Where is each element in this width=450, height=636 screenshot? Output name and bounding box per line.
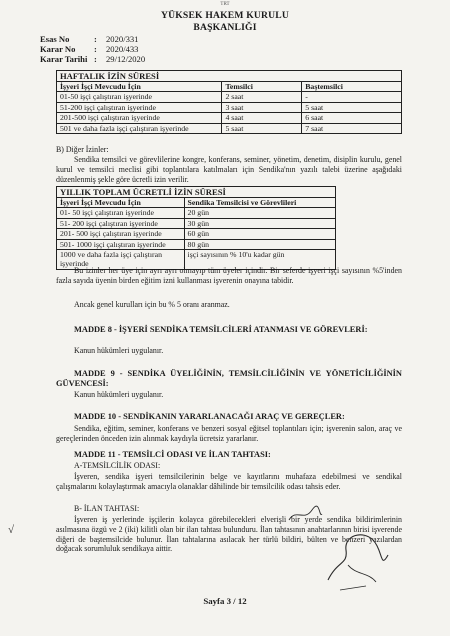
meta-value: 29/12/2020 — [106, 54, 146, 64]
table-row — [57, 208, 336, 218]
table-cell: 1000 ve daha fazla işçi çalıştıran işyerinde — [57, 250, 185, 270]
margin-check-mark: √ — [8, 524, 15, 536]
dept-title: BAŞKANLIĞI — [193, 22, 257, 33]
article-10-title: MADDE 10 - SENDİKANIN YARARLANACAĞI ARAÇ VE GEREÇLER: — [74, 412, 345, 421]
article-11-title: MADDE 11 - TEMSİLCİ ODASI VE İLAN TAHTASI: — [74, 450, 271, 459]
table-header-row — [57, 198, 336, 208]
table-cell: 3 saat — [222, 102, 302, 112]
table-cell: 60 gün — [184, 229, 335, 239]
annual-leave-table — [56, 186, 336, 270]
table-cell: 7 saat — [302, 123, 402, 133]
meta-key: Esas No — [40, 34, 70, 44]
meta-value: 2020/331 — [106, 34, 139, 44]
org-title: YÜKSEK HAKEM KURULU — [161, 10, 289, 21]
table-cell: 6 saat — [302, 113, 402, 123]
meta-tarih: Karar Tarihi : 29/12/2020 — [40, 54, 146, 64]
signature-mark-small — [284, 500, 324, 530]
table-cell: 01- 50 işçi çalıştıran işyerinde — [57, 208, 185, 218]
representative-room-body: İşveren, sendika işyeri temsilcilerinin belge ve kayıtlarını muhafaza edebilmesi ve sendikal çalışmalarını kolaylaştırmak amacıyla olanaklar dâhilinde bir temsilcilik odası tahsis eder. — [56, 472, 402, 491]
table-cell: 201- 500 işçi çalıştıran işyerinde — [57, 229, 185, 239]
table-cell: 80 gün — [184, 239, 335, 249]
table-cell: 2 saat — [222, 92, 302, 102]
table-cell: 5 saat — [302, 102, 402, 112]
table-header-row — [57, 82, 402, 92]
meta-key: Karar No — [40, 44, 76, 54]
table-row — [57, 113, 402, 123]
table-row — [57, 239, 336, 249]
table-cell: 5 saat — [222, 123, 302, 133]
table-cell: - — [302, 92, 402, 102]
meta-esas: Esas No : 2020/331 — [40, 34, 139, 44]
notice-board-heading: B- İLAN TAHTASI: — [74, 504, 140, 513]
table-cell: 501 ve daha fazla işçi çalıştıran işyerinde — [57, 123, 222, 133]
article-9-title: MADDE 9 - SENDİKA ÜYELİĞİNİN, TEMSİLCİLİĞİNİN VE YÖNETİCİLİĞİNİN GÜVENCESİ: — [56, 369, 402, 389]
table-header: Sendika Temsilcisi ve Görevlileri — [184, 198, 335, 208]
meta-value: 2020/433 — [106, 44, 139, 54]
table-row — [57, 229, 336, 239]
representative-room-heading: A-TEMSİLCİLİK ODASI: — [74, 461, 161, 470]
table-header: Temsilci — [222, 82, 302, 92]
table-header: İşyeri İşçi Mevcudu İçin — [57, 198, 185, 208]
table-cell: 30 gün — [184, 218, 335, 228]
table-row — [57, 218, 336, 228]
meta-key: Karar Tarihi — [40, 54, 88, 64]
weekly-leave-table — [56, 70, 402, 134]
table-cell: 01-50 işçi çalıştıran işyerinde — [57, 92, 222, 102]
logo-mark: TRT — [220, 2, 230, 7]
table-header: Baştemsilci — [302, 82, 402, 92]
table-row — [57, 123, 402, 133]
leave-exception-note: Ancak genel kurulları için bu % 5 oranı aranmaz. — [74, 300, 230, 309]
table-row — [57, 92, 402, 102]
table-cell: 4 saat — [222, 113, 302, 123]
table-caption: HAFTALIK İZİN SÜRESİ — [56, 70, 402, 81]
article-8-title: MADDE 8 - İŞYERİ SENDİKA TEMSİLCİLERİ ATANMASI VE GÖREVLERİ: — [74, 325, 368, 334]
article-9-body: Kanun hükümleri uygulanır. — [74, 390, 164, 399]
article-8-body: Kanun hükümleri uygulanır. — [74, 346, 164, 355]
notice-board-body: İşveren iş yerlerinde işçilerin kolayca görebilecekleri elverişli bir yerde sendika bildirimlerinin asılmasına özgü ve 2 (iki) kilitli olan bir ilan tahtası bulunduru. İlan tahtasının anahtarlarının birisi işverende diğeri de baştemsilcide bulunur. İlan tahtalarına asılacak her türlü bildiri, bülten ve benzeri yazılardan doğacak sorumluluk sendikaya aittir. — [56, 515, 402, 554]
signature-mark — [318, 510, 398, 600]
table-cell: 20 gün — [184, 208, 335, 218]
table-cell: 201-500 işçi çalıştıran işyerinde — [57, 113, 222, 123]
other-leave-paragraph: Sendika temsilci ve görevlilerine kongre, konferans, seminer, yönetim, denetim, disiplin kurulu, genel kurul ve temsilci meclisi gibi toplantılara katılmaları için Sendika'nın yazılı talebi üzerine aşağıdaki düzenlenmiş şekle göre ücretli izin verilir. — [56, 155, 402, 184]
table-cell: 51- 200 işçi çalıştıran işyerinde — [57, 218, 185, 228]
article-10-body: Sendika, eğitim, seminer, konferans ve benzeri sosyal eğitsel toplantıları için; işverenin salon, araç ve gereçlerinden önceden izin alınmak kaydıyla ücretsiz yararlanır. — [56, 424, 402, 443]
page-number: Sayfa 3 / 12 — [203, 596, 247, 606]
other-leave-heading: B) Diğer İzinler: — [56, 145, 109, 154]
leave-note-paragraph: Bu izinler her üye için ayrı ayrı olmayıp tüm üyeler içindir. Bir seferde işyeri işçi sayısının %5'inden fazla sayıda üyenin birden eğitim izni kullanması işverenin onayına tabidir. — [56, 266, 402, 285]
meta-karar: Karar No : 2020/433 — [40, 44, 139, 54]
table-header: İşyeri İşçi Mevcudu İçin — [57, 82, 222, 92]
table-row — [57, 102, 402, 112]
table-cell: 51-200 işçi çalıştıran işyerinde — [57, 102, 222, 112]
table-cell: 501- 1000 işçi çalıştıran işyerinde — [57, 239, 185, 249]
table-caption: YILLIK TOPLAM ÜCRETLİ İZİN SÜRESİ — [56, 186, 336, 197]
table-cell: işçi sayısının % 10'u kadar gün — [184, 250, 335, 270]
